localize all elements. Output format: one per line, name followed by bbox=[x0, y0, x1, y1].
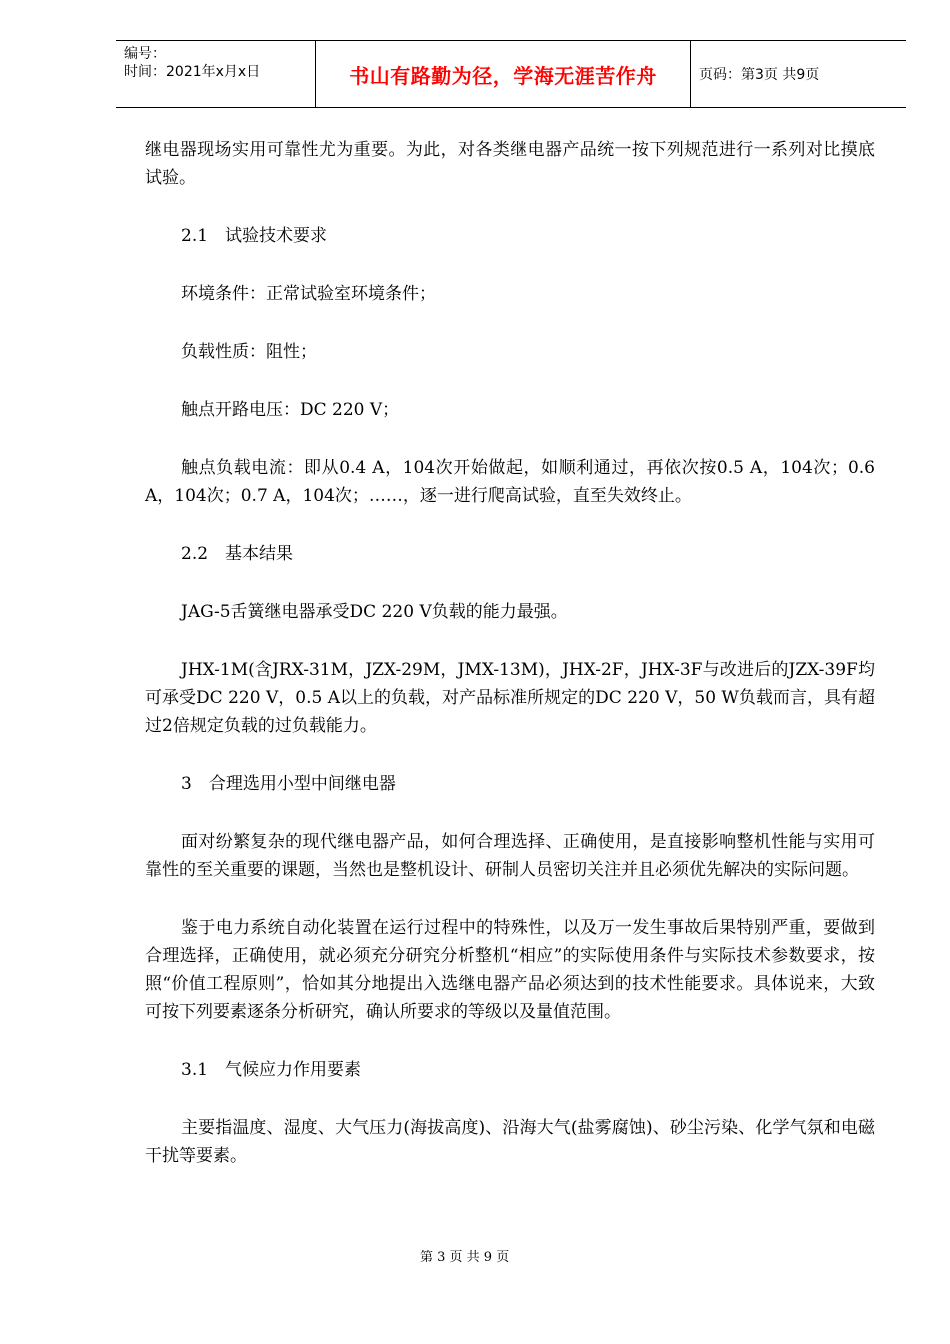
header-motto: 书山有路勤为径，学海无涯苦作舟 bbox=[316, 41, 691, 107]
section-heading-3-1: 3.1 气候应力作用要素 bbox=[181, 1060, 362, 1080]
paragraph-climate-factors: 主要指温度、湿度、大气压力(海拔高度)、沿海大气(盐雾腐蚀)、砂尘污染、化学气氛和电磁干扰等要素。 bbox=[145, 1118, 875, 1166]
page-footer bbox=[0, 1246, 950, 1265]
paragraph-open-voltage: 触点开路电压：DC 220 V； bbox=[181, 400, 400, 420]
serial-label: 编号： bbox=[124, 46, 166, 62]
paragraph-selection-intro: 面对纷繁复杂的现代继电器产品，如何合理选择、正确使用，是直接影响整机性能与实用可靠性的至关重要的课题，当然也是整机设计、研制人员密切关注并且必须优先解决的实际问题。 bbox=[145, 832, 875, 880]
paragraph-load-current: 触点负载电流：即从0.4 A，104次开始做起，如顺利通过，再依次按0.5 A，104次；0.6 A，104次；0.7 A，104次；……，逐一进行爬高试验，直至失效终止。 bbox=[145, 458, 875, 506]
paragraph-environment: 环境条件：正常试验室环境条件； bbox=[181, 284, 436, 304]
page-header bbox=[116, 40, 906, 108]
document-body bbox=[145, 136, 875, 1200]
header-meta bbox=[116, 41, 316, 107]
header-page-number: 页码：第3页 共9页 bbox=[699, 67, 820, 83]
footer-page-number: 第 3 页 共 9 页 bbox=[420, 1250, 510, 1265]
paragraph-power-system: 鉴于电力系统自动化装置在运行过程中的特殊性，以及万一发生事故后果特别严重，要做到合理选择，正确使用，就必须充分研究分析整机“相应”的实际使用条件与实际技术参数要求，按照“价值工程原则”，恰如其分地提出入选继电器产品必须达到的技术性能要求。具体说来，大致可按下列要素逐条分析研究，确认所要求的等级以及量值范围。 bbox=[145, 918, 875, 1022]
paragraph-load-type: 负载性质：阻性； bbox=[181, 342, 317, 362]
paragraph-jhx: JHX-1M(含JRX-31M，JZX-29M，JMX-13M)，JHX-2F，JHX-3F与改进后的JZX-39F均可承受DC 220 V，0.5 A以上的负载，对产品标准所规定的DC 220 V，50 W负载而言，具有超过2倍规定负载的过负载能力。 bbox=[145, 660, 875, 736]
paragraph-jag5: JAG-5舌簧继电器承受DC 220 V负载的能力最强。 bbox=[181, 602, 568, 622]
paragraph-continuation: 继电器现场实用可靠性尤为重要。为此，对各类继电器产品统一按下列规范进行一系列对比摸底试验。 bbox=[145, 140, 875, 188]
section-heading-2-1: 2.1 试验技术要求 bbox=[181, 226, 328, 246]
section-heading-3: 3 合理选用小型中间继电器 bbox=[181, 774, 396, 794]
time-label: 时间：2021年x月x日 bbox=[124, 64, 261, 80]
section-heading-2-2: 2.2 基本结果 bbox=[181, 544, 294, 564]
